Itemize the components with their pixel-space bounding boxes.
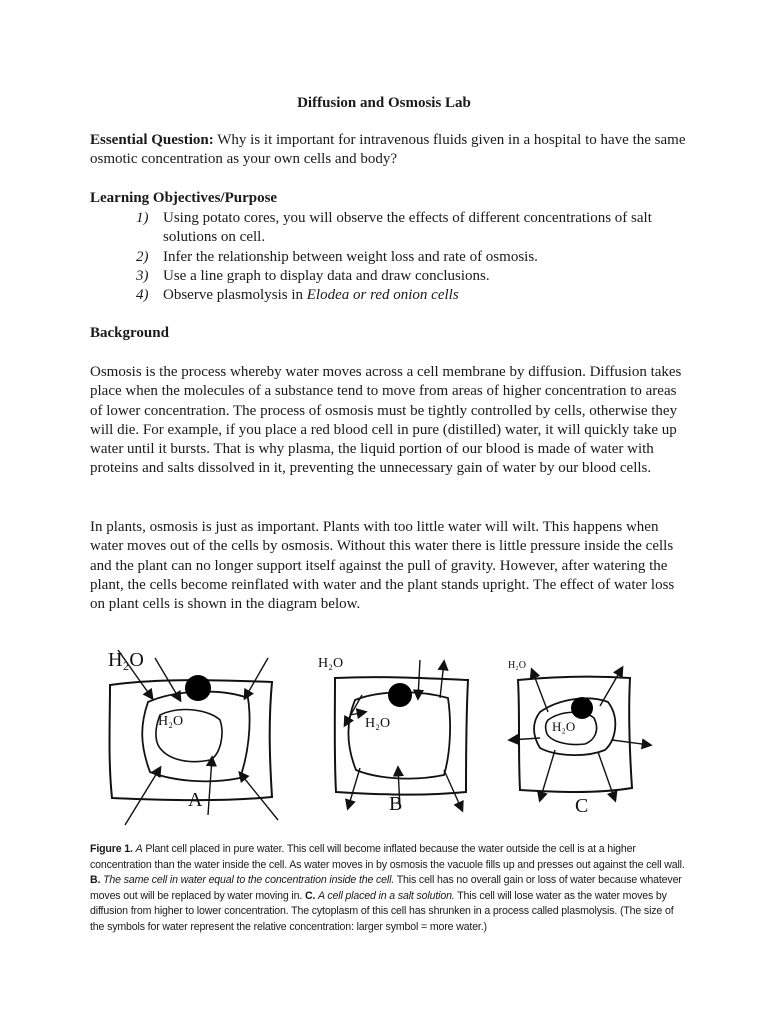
cell-label-c: C [575,795,589,817]
h2o-label-a-inner: H₂O [158,714,184,729]
essential-question-label: Essential Question: [90,132,214,148]
caption-figure-label: Figure 1. [90,843,133,855]
caption-b-italic: The same cell in water equal to the concentration inside the cell. [103,874,395,886]
caption-c-italic: A cell placed in a salt solution. [318,889,455,902]
objectives-list [90,209,690,305]
objectives-heading: Learning Objectives/Purpose [90,190,278,206]
cell-label-a: A [188,789,203,811]
objective-item [90,286,690,305]
figure-caption [90,842,687,935]
background-paragraph-2: In plants, osmosis is just as important. Plants with too little water will wilt. This happens when water moves out of the cells by osmosis. Without this water there is little pressure inside the cells and the plant can no longer support itself against the pull of gravity. However, after watering the plant, the cells become reinflated with water and the plant stands upright. The effect of water loss on plant cells is shown in the diagram below. [90,519,675,613]
objective-number: 4) [136,287,149,304]
objective-text: Observe plasmolysis in [163,287,307,304]
background-heading: Background [90,325,169,341]
essential-question-text: Why is it important for intravenous fluids given in a hospital to have the same osmotic concentration as your own cells and body? [90,132,686,168]
plant-cell-diagram [100,640,700,840]
objective-text: Infer the relationship between weight loss and rate of osmosis. [163,248,538,265]
objective-italic-text: Elodea or red onion cells [306,287,459,304]
document-title: Diffusion and Osmosis Lab [297,95,471,111]
essential-question [90,131,690,170]
cell-a-nucleus [185,675,211,701]
caption-c-letter: C. [304,889,316,902]
h2o-label-c-inner: H₂O [552,719,576,734]
h2o-label-c-outer: H₂O [508,660,526,671]
background-paragraph-1: Osmosis is the process whereby water moves across a cell membrane by diffusion. Diffusion takes place when the molecules of a substance tend to move from areas of higher concentration to areas of lower concentration. The process of osmosis must be tightly controlled by cells, otherwise they will die. For example, if you place a red blood cell in pure (distilled) water, it will quickly take up water until it bursts. That is why plasma, the liquid portion of our blood is made of water with proteins and salts dissolved in it, preventing the unnecessary gain of water by our blood cells. [90,364,682,477]
cell-a-membrane [142,692,249,782]
caption-b-letter: B. [90,874,101,886]
objective-text: Using potato cores, you will observe the effects of different concentrations of salt solutions on cell. [163,210,652,246]
h2o-label-b-outer: H₂O [318,656,344,671]
objective-item [90,248,690,267]
objective-item [90,267,690,286]
objective-item [90,209,690,248]
objective-number: 2) [136,248,149,265]
caption-a-letter: A [135,843,143,855]
caption-a-text: Plant cell placed in pure water. This cell will become inflated because the water outside the cell is at a higher concentration than the water inside the cell. As water moves in by osmosis the vacuole fills up and presses out against the cell wall. [90,843,685,871]
objective-text: Use a line graph to display data and draw conclusions. [163,267,490,284]
h2o-label-b-inner: H₂O [365,716,391,731]
cell-label-b: B [389,793,403,815]
h2o-label-a-outer: H₂O [108,649,144,671]
cell-b-nucleus [388,683,412,707]
cell-c-nucleus [571,697,593,719]
caption-b-text: This cell has no overall gain or loss of water because whatever moves out will be replaced by water moving in. [90,874,682,902]
objective-number: 3) [136,267,149,284]
objective-number: 1) [136,210,149,226]
caption-c-text: This cell will lose water as the water moves by diffusion from higher to lower concentration. The cytoplasm of this cell has shrunken in a process called plasmolysis. (The size of the symbols for water represent the relative concentration: larger symbol = more water.) [90,889,674,933]
